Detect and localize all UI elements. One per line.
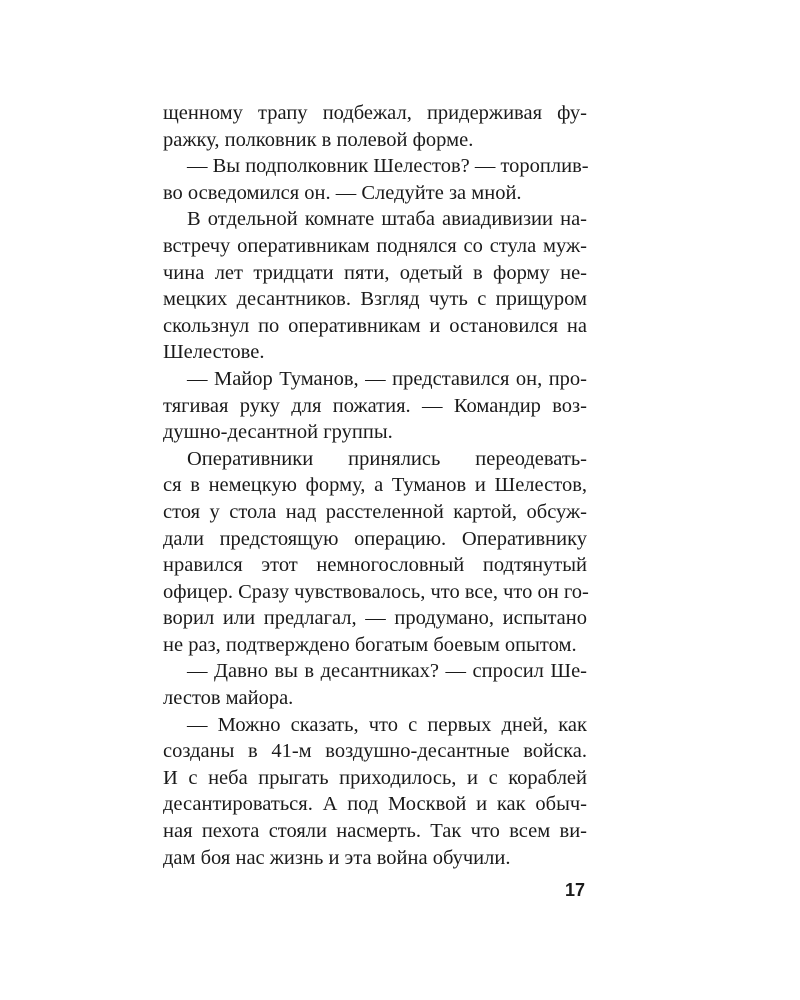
text-line: десантироваться. А под Москвой и как обыч- — [163, 793, 587, 816]
text-line: душно-десантной группы. — [163, 421, 393, 444]
text-line: стоя у стола над расстеленной картой, обсуж- — [163, 500, 587, 523]
text-line: Оперативники принялись переодевать- — [187, 447, 587, 470]
text-line: Шелестове. — [163, 341, 265, 364]
text-line: мецких десантников. Взгляд чуть с прищуром — [163, 288, 587, 311]
text-line: ся в немецкую форму, а Туманов и Шелестов, — [163, 474, 587, 497]
text-line: дам боя нас жизнь и эта война обучили. — [163, 846, 511, 869]
text-line: В отдельной комнате штаба авиадивизии на- — [187, 208, 587, 231]
page-number: 17 — [564, 880, 585, 900]
text-line: нравился этот немногословный подтянутый — [163, 554, 587, 577]
text-line: — Давно вы в десантниках? — спросил Ше- — [187, 660, 587, 683]
text-line: щенному трапу подбежал, придерживая фу- — [163, 102, 587, 124]
text-line: — Майор Туманов, — представился он, про- — [187, 367, 587, 390]
text-line: не раз, подтверждено богатым боевым опытом. — [163, 633, 577, 656]
text-line: офицер. Сразу чувствовалось, что все, что он го- — [163, 580, 589, 603]
text-line: — Вы подполковник Шелестов? — тороплив- — [187, 155, 589, 178]
text-line: скользнул по оперативникам и остановился на — [163, 314, 587, 337]
text-line: созданы в 41-м воздушно-десантные войска. — [163, 740, 587, 763]
text-line: чина лет тридцати пяти, одетый в форму не- — [163, 261, 587, 284]
text-line: ворил или предлагал, — продумано, испытано — [163, 607, 587, 630]
text-line: лестов майора. — [163, 687, 294, 710]
text-line: И с неба прыгать приходилось, и с кораблей — [163, 766, 587, 789]
text-line: дали предстоящую операцию. Оперативнику — [163, 527, 587, 550]
text-line: тягивая руку для пожатия. — Командир воз- — [163, 394, 587, 417]
text-line: ражку, полковник в полевой форме. — [163, 128, 474, 151]
text-line: ная пехота стояли насмерть. Так что всем ви- — [163, 820, 587, 843]
text-line: встречу оперативникам поднялся со стула муж- — [163, 234, 587, 257]
text-line: во осведомился он. — Следуйте за мной. — [163, 181, 522, 204]
text-line: — Можно сказать, что с первых дней, как — [187, 713, 587, 736]
body-text — [163, 100, 587, 871]
